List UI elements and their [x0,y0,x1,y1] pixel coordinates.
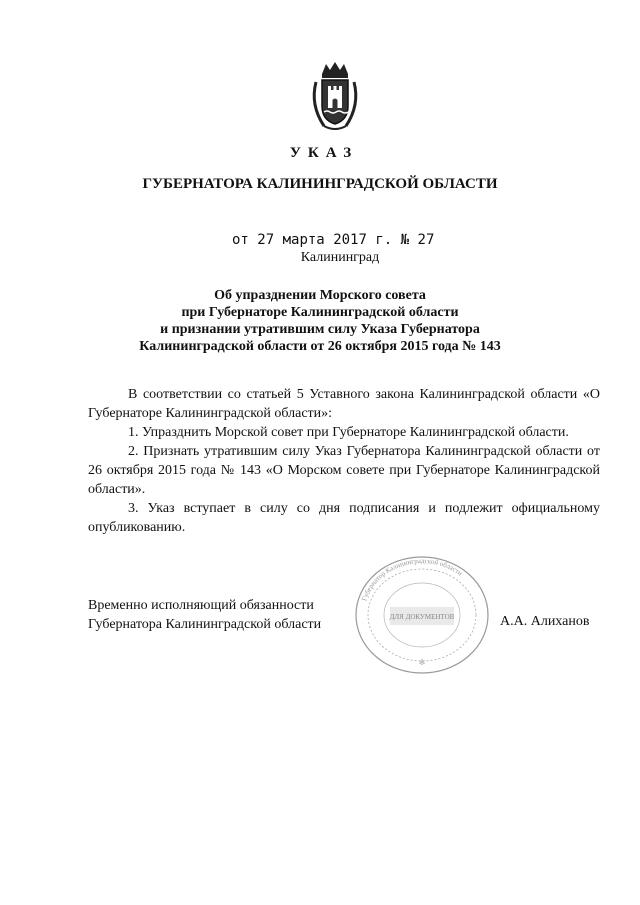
document-type-title: УКАЗ [289,145,359,161]
subject-line: и признании утратившим силу Указа Губернатора [160,322,480,337]
body-item: 2. Признать утратившим силу Указ Губернатора Калининградской области от 26 октября 2015 года № 143 «О Морском совете при Губернаторе Калининградской области». [88,444,600,497]
seal-inner-text: ДЛЯ ДОКУМЕНТОВ [389,613,455,621]
position-line: Губернатора Калининградской области [88,617,322,632]
body-intro: В соответствии со статьей 5 Уставного закона Калининградской области «О Губернаторе Калининградской области»: [88,387,600,421]
signatory-position [88,596,321,634]
date-day: 27 [257,232,275,248]
decree-subject [0,287,640,355]
issuer-title: ГУБЕРНАТОРА КАЛИНИНГРАДСКОЙ ОБЛАСТИ [142,176,498,192]
coat-of-arms-icon [308,60,362,132]
signatory-name: А.А. Алиханов [500,614,590,629]
date-year: 2017 г. [333,232,393,248]
svg-text:✻: ✻ [418,658,426,667]
body-item: 3. Указ вступает в силу со дня подписания и подлежит официальному опубликованию. [88,501,600,535]
svg-text:Губернатор Калининградской обл [360,557,464,602]
body-item: 1. Упразднить Морской совет при Губернаторе Калининградской области. [128,425,569,440]
seal-ring-text: Губернатор Калининградской области [360,556,464,603]
decree-number: 27 [417,232,435,248]
decree-body [88,385,600,537]
number-sign: № [400,232,410,248]
subject-line: Об упразднении Морского совета [214,288,426,303]
official-seal [352,553,492,678]
dateline [232,232,434,248]
date-prefix: от [232,232,249,248]
position-line: Временно исполняющий обязанности [88,598,314,613]
city: Калининград [300,250,380,265]
subject-line: при Губернаторе Калининградской области [181,305,459,320]
subject-line: Калининградской области от 26 октября 2015 года № 143 [139,339,501,354]
date-month: марта [282,232,325,248]
